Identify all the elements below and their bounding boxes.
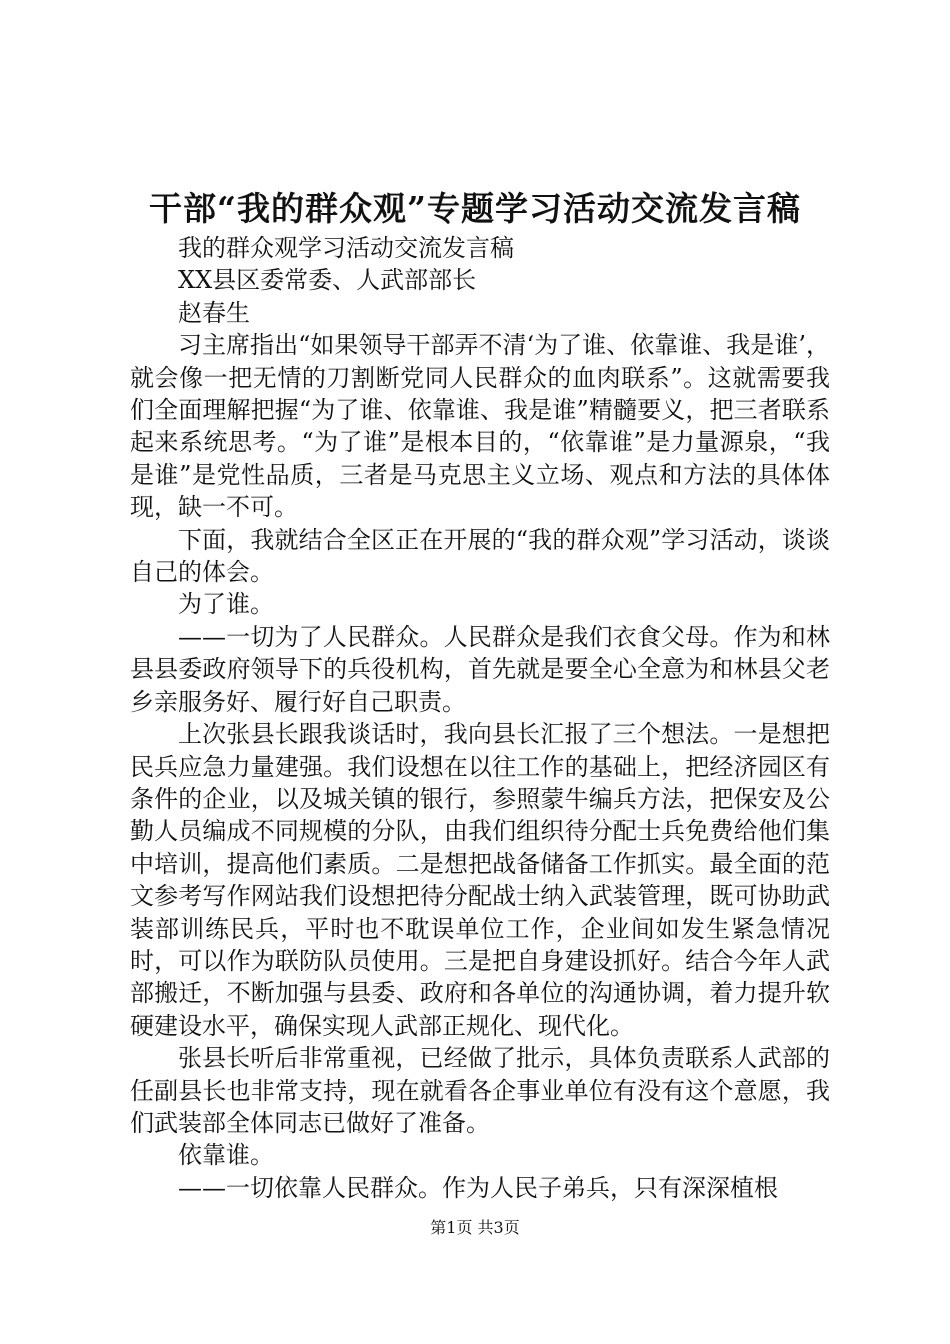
body-paragraph: 下面，我就结合全区正在开展的“我的群众观”学习活动，谈谈自己的体会。 [130,525,830,587]
author-name-paragraph: 赵春生 [178,298,250,327]
body-paragraph: 张县长听后非常重视，已经做了批示，具体负责联系人武部的任副县长也非常支持，现在就看各企事业单位有没有这个意愿，我们武装部全体同志已做好了准备。 [130,1044,830,1137]
section-heading: 为了谁。 [178,590,274,619]
page-footer: 第1页 共3页 [430,1218,520,1237]
body-paragraph: ——一切依靠人民群众。作为人民子弟兵，只有深深植根 [178,1173,778,1202]
document-body [130,232,830,1204]
body-paragraph: 上次张县长跟我谈话时，我向县长汇报了三个想法。一是想把民兵应急力量建强。我们设想在以往工作的基础上，把经济园区有条件的企业，以及城关镇的银行，参照蒙牛编兵方法，把保安及公勤人员编成不同规模的分队，由我们组织待分配士兵免费给他们集中培训，提高他们素质。二是想把战备储备工作抓实。最全面的范文参考写作网站我们设想把待分配战士纳入武装管理，既可协助武装部训练民兵，平时也不耽误单位工作，企业间如发生紧急情况时，可以作为联防队员使用。三是把自身建设抓好。结合今年人武部搬迁，不断加强与县委、政府和各单位的沟通协调，着力提升软硬建设水平，确保实现人武部正规化、现代化。 [130,720,830,1040]
author-position-paragraph: XX县区委常委、人武部部长 [178,266,477,295]
subtitle-paragraph: 我的群众观学习活动交流发言稿 [178,234,514,262]
body-paragraph: 习主席指出“如果领导干部弄不清‘为了谁、依靠谁、我是谁’，就会像一把无情的刀割断党同人民群众的血肉联系”。这就需要我们全面理解把握“为了谁、依靠谁、我是谁”精髓要义，把三者联系起来系统思考。“为了谁”是根本目的，“依靠谁”是力量源泉，“我是谁”是党性品质，三者是马克思主义立场、观点和方法的具体体现，缺一不可。 [130,331,830,522]
document-title: 干部“我的群众观”专题学习活动交流发言稿 [149,189,801,228]
body-paragraph: ——一切为了人民群众。人民群众是我们衣食父母。作为和林县县委政府领导下的兵役机构，首先就是要全心全意为和林县父老乡亲服务好、履行好自己职责。 [130,622,830,716]
section-heading: 依靠谁。 [178,1141,274,1170]
